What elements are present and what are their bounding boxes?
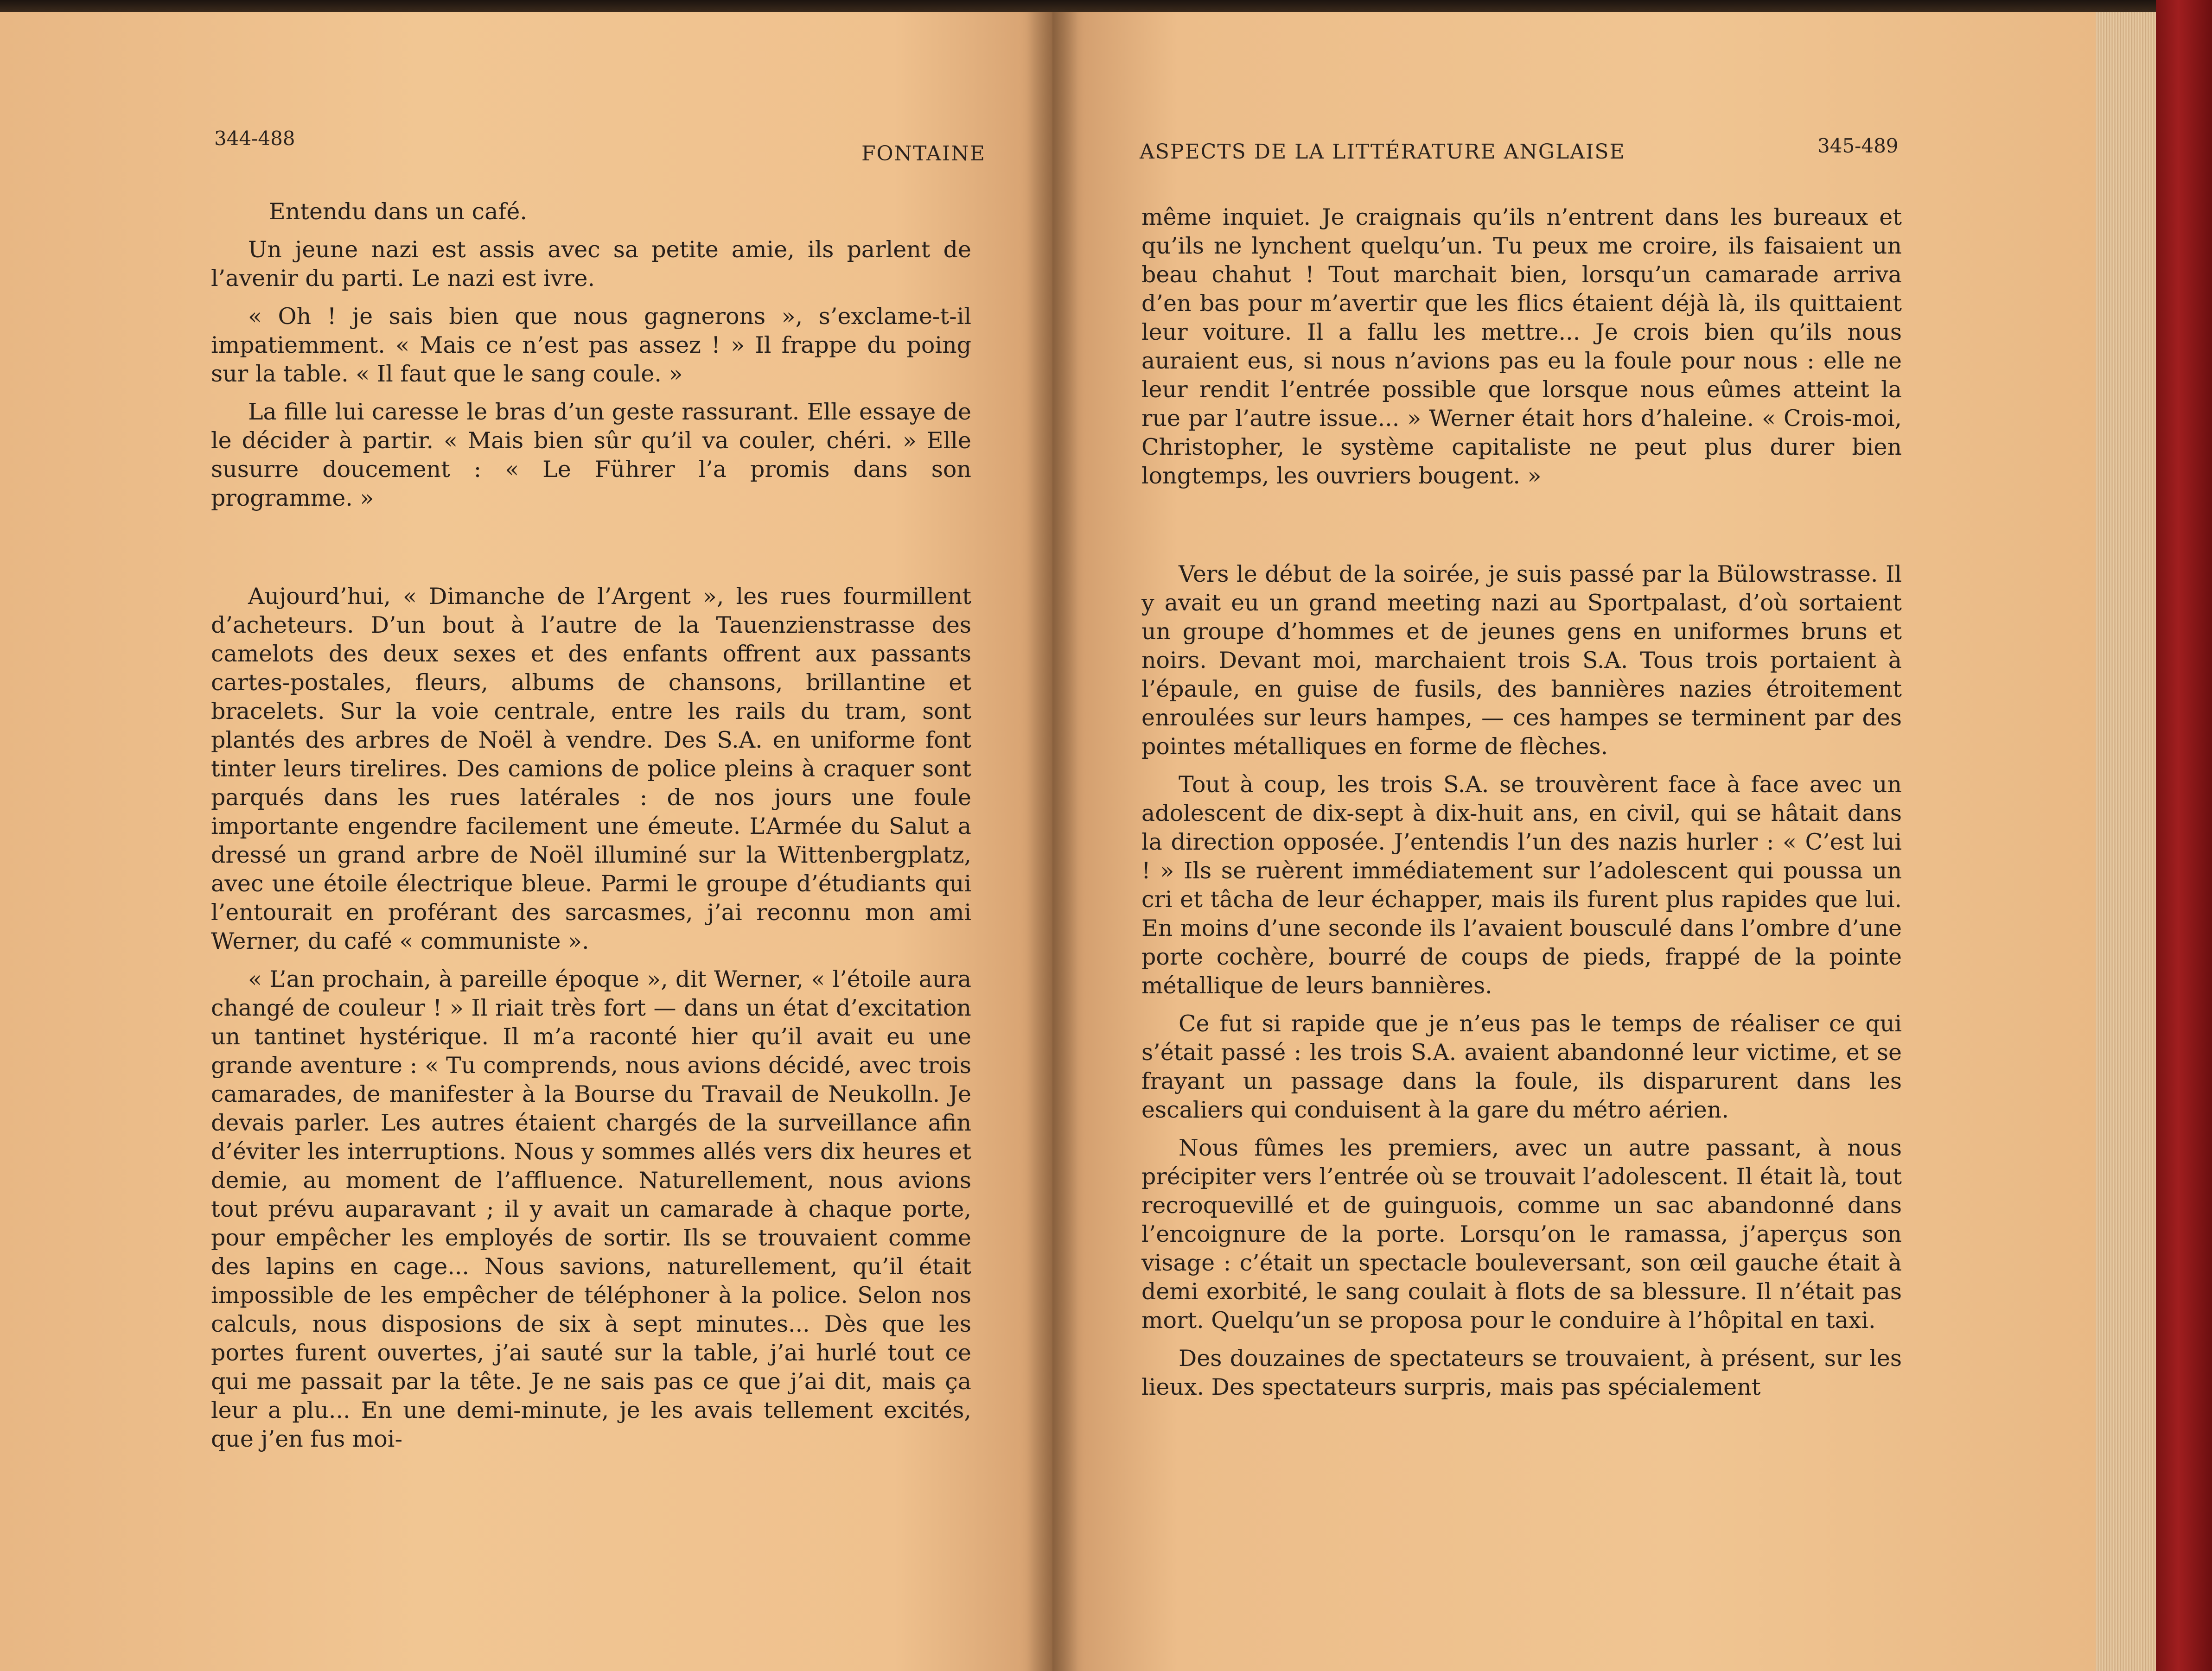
left-page-body [211,197,971,1454]
left-running-head: FONTAINE [861,142,986,165]
right-page-folio: 345-489 [1817,134,1899,157]
paragraph: « L’an prochain, à pareille époque », dit Werner, « l’étoile aura changé de couleur ! » Il riait très fort — dans un état d’excitation un tantinet hystérique. Il m’a raconté hier qu’il avait eu une grande aventure : « Tu comprends, nous avions décidé, avec trois camarades, de manifester à la Bourse du Travail de Neukolln. Je devais parler. Les autres étaient chargés de la surveillance afin d’éviter les interruptions. Nous y sommes allés vers dix heures et demie, au moment de l’affluence. Naturellement, nous avions tout prévu auparavant ; il y avait un camarade à chaque porte, pour empêcher les employés de sortir. Ils se trouvaient comme des lapins en cage... Nous savions, naturellement, qu’il était impossible de les empêcher de téléphoner à la police. Selon nos calculs, nous disposions de six à sept minutes... Dès que les portes furent ouvertes, j’ai sauté sur la table, j’ai hurlé tout ce qui me passait par la tête. Je ne sais pas ce que j’ai dit, mais ça leur a plu... En une demi-minute, je les avais tellement excités, que j’en fus moi- [211,966,971,1452]
paragraph: Un jeune nazi est assis avec sa petite amie, ils parlent de l’avenir du parti. Le nazi est ivre. [211,236,971,292]
paragraph: Tout à coup, les trois S.A. se trouvèrent face à face avec un adolescent de dix-sept à dix-huit ans, en civil, qui se hâtait dans la direction opposée. J’entendis l’un des nazis hurler : « C’est lui ! » Ils se ruèrent immédiatement sur l’adolescent qui poussa un cri et tâcha de leur échapper, mais ils furent plus rapides que lui. En moins d’une seconde ils l’avaient bousculé dans l’ombre d’une porte cochère, bourré de coups de pieds, frappé de la pointe métallique de leurs bannières. [1141,771,1902,999]
paragraph: La fille lui caresse le bras d’un geste rassurant. Elle essaye de le décider à partir. « Mais bien sûr qu’il va couler, chéri. » Elle susurre doucement : « Le Führer l’a promis dans son programme. » [211,399,971,511]
right-page [1052,12,2096,1671]
paragraph: Des douzaines de spectateurs se trouvaient, à présent, sur les lieux. Des spectateurs surpris, mais pas spécialement [1141,1345,1902,1400]
paragraph: Aujourd’hui, « Dimanche de l’Argent », les rues fourmillent d’acheteurs. D’un bout à l’autre de la Tauenzienstrasse des camelots des deux sexes et des enfants offrent aux passants cartes-postales, fleurs, albums de chansons, brillantine et bracelets. Sur la voie centrale, entre les rails du tram, sont plantés des arbres de Noël à vendre. Des S.A. en uniforme font tinter leurs tirelires. Des camions de police pleins à craquer sont parqués dans les rues latérales : de nos jours une foule importante engendre facilement une émeute. L’Armée du Salut a dressé un grand arbre de Noël illuminé sur la Wittenbergplatz, avec une étoile électrique bleue. Parmi le groupe d’étudiants qui l’entourait en proférant des sarcasmes, j’ai reconnu mon ami Werner, du café « communiste ». [211,583,971,954]
book-gutter [1027,12,1078,1671]
left-page-folio: 344-488 [214,127,295,150]
section-heading-line: Entendu dans un café. [269,198,527,225]
left-page [0,12,1052,1671]
paragraph: Ce fut si rapide que je n’eus pas le temps de réaliser ce qui s’était passé : les trois S.A. avaient abandonné leur victime, et se frayant un passage dans la foule, ils disparurent dans les escaliers qui conduisent à la gare du métro aérien. [1141,1010,1902,1123]
paragraph: Nous fûmes les premiers, avec un autre passant, à nous précipiter vers l’entrée où se trouvait l’adolescent. Il était là, tout recroquevillé et de guinguois, comme un sac abandonné dans l’encoignure de la porte. Lorsqu’on le ramassa, j’aperçus son visage : c’était un spectacle bouleversant, son œil gauche était à demi exorbité, le sang coulait à flots de sa blessure. Il n’était pas mort. Quelqu’un se proposa pour le conduire à l’hôpital en taxi. [1141,1135,1902,1334]
page-edges [2096,12,2156,1671]
paragraph: même inquiet. Je craignais qu’ils n’entrent dans les bureaux et qu’ils ne lynchent quelqu’un. Tu peux me croire, ils faisaient un beau chahut ! Tout marchait bien, lorsqu’un camarade arriva d’en bas pour m’avertir que les flics étaient déjà là, ils quittaient leur voiture. Il a fallu les mettre... Je crois bien qu’ils nous auraient eus, si nous n’avions pas eu la foule pour nous : elle ne leur rendit l’entrée possible que lorsque nous eûmes atteint la rue par l’autre issue... » Werner était hors d’haleine. « Crois-moi, Christopher, le système capitaliste ne peut plus durer bien longtemps, les ouvriers bougent. » [1141,204,1902,489]
paragraph: « Oh ! je sais bien que nous gagnerons », s’exclame-t-il impatiemment. « Mais ce n’est pas assez ! » Il frappe du poing sur la table. « Il faut que le sang coule. » [211,303,971,387]
right-running-head: ASPECTS DE LA LITTÉRATURE ANGLAISE [1140,140,1626,164]
paragraph: Vers le début de la soirée, je suis passé par la Bülowstrasse. Il y avait eu un grand meeting nazi au Sportpalast, d’où sortaient un groupe d’hommes et de jeunes gens en uniformes bruns et noirs. Devant moi, marchaient trois S.A. Tous trois portaient à l’épaule, en guise de fusils, des bannières nazies étroitement enroulées sur leurs hampes, — ces hampes se terminent par des pointes métalliques en forme de flèches. [1141,561,1902,760]
book-cover-edge [2156,0,2212,1671]
right-page-body [1141,203,1902,1402]
book-top-edge [0,0,2212,12]
